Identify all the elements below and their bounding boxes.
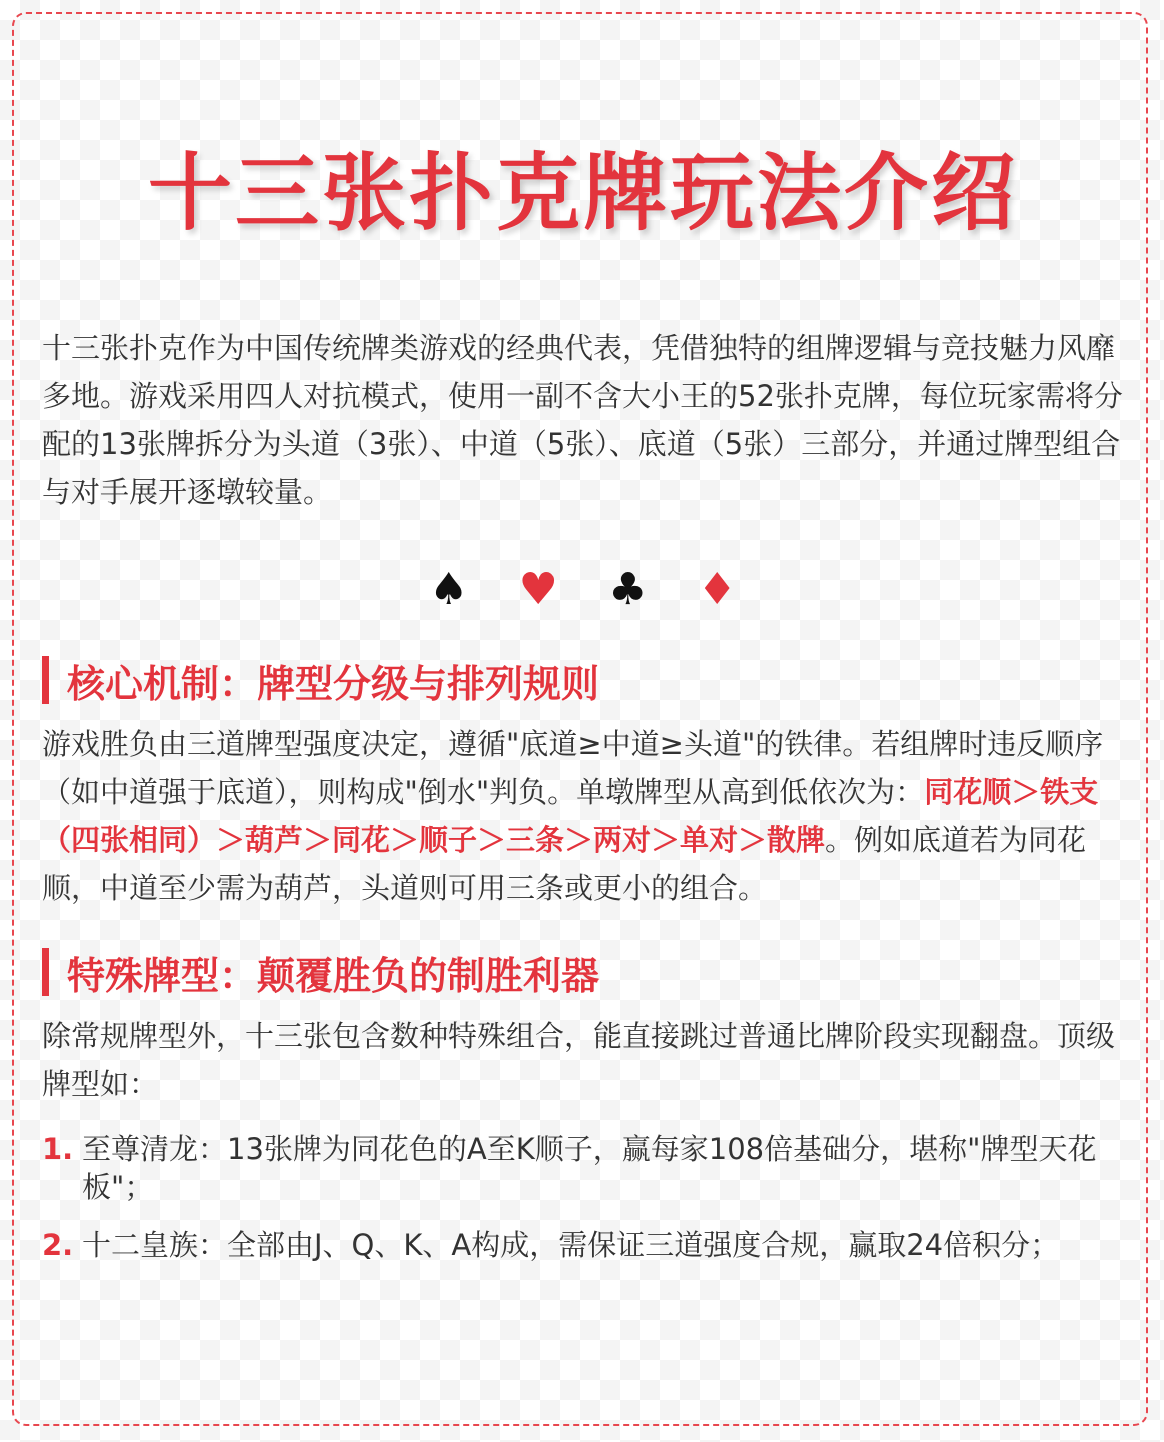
suit-divider [42, 560, 1124, 620]
article [42, 0, 1124, 1284]
list-item [42, 1130, 1124, 1206]
hand-ranking-highlight: 同花顺＞铁支（四张相同）＞葫芦＞同花＞顺子＞三条＞两对＞单对＞散牌 [42, 775, 1099, 857]
section-heading-special-hands [42, 946, 1124, 998]
special-hands-paragraph: 除常规牌型外，十三张包含数种特殊组合，能直接跳过普通比牌阶段实现翻盘。顶级牌型如： [42, 1019, 1116, 1101]
list-item-text: 至尊清龙：13张牌为同花色的A至K顺子，赢每家108倍基础分，堪称"牌型天花板"； [82, 1132, 1097, 1204]
spade-icon: ♠ [429, 564, 469, 615]
club-icon: ♣ [608, 564, 648, 615]
list-item-number: 1. [42, 1132, 74, 1166]
core-mechanism-paragraph [42, 720, 1124, 912]
core-mechanism-example: 。例如底道若为同花顺，中道至少需为葫芦，头道则可用三条或更小的组合。 [42, 823, 1087, 905]
list-item [42, 1226, 1124, 1264]
section-heading-text: 特殊牌型：颠覆胜负的制胜利器 [67, 953, 600, 998]
core-mechanism-text: 游戏胜负由三道牌型强度决定，遵循"底道≥中道≥头道"的铁律。若组牌时违反顺序（如中道强于底道），则构成"倒水"判负。单墩牌型从高到低依次为： [42, 727, 1104, 809]
heading-accent-bar [42, 656, 49, 704]
intro-paragraph: 十三张扑克作为中国传统牌类游戏的经典代表，凭借独特的组牌逻辑与竞技魅力风靡多地。游戏采用四人对抗模式，使用一副不含大小王的52张扑克牌，每位玩家需将分配的13张牌拆分为头道（3张）、中道（5张）、底道（5张）三部分，并通过牌型组合与对手展开逐墩较量。 [42, 331, 1123, 509]
heading-accent-bar [42, 948, 49, 996]
list-item-text: 十二皇族：全部由J、Q、K、A构成，需保证三道强度合规，赢取24倍积分； [82, 1228, 1060, 1262]
special-hands-list [42, 1130, 1124, 1264]
list-item-number: 2. [42, 1228, 74, 1262]
section-heading-text: 核心机制：牌型分级与排列规则 [67, 661, 600, 706]
heart-icon: ♥ [518, 564, 558, 615]
page-title: 十三张扑克牌玩法介绍 [147, 144, 1018, 242]
diamond-icon: ♦ [697, 564, 737, 615]
section-heading-core-mechanism [42, 654, 1124, 706]
